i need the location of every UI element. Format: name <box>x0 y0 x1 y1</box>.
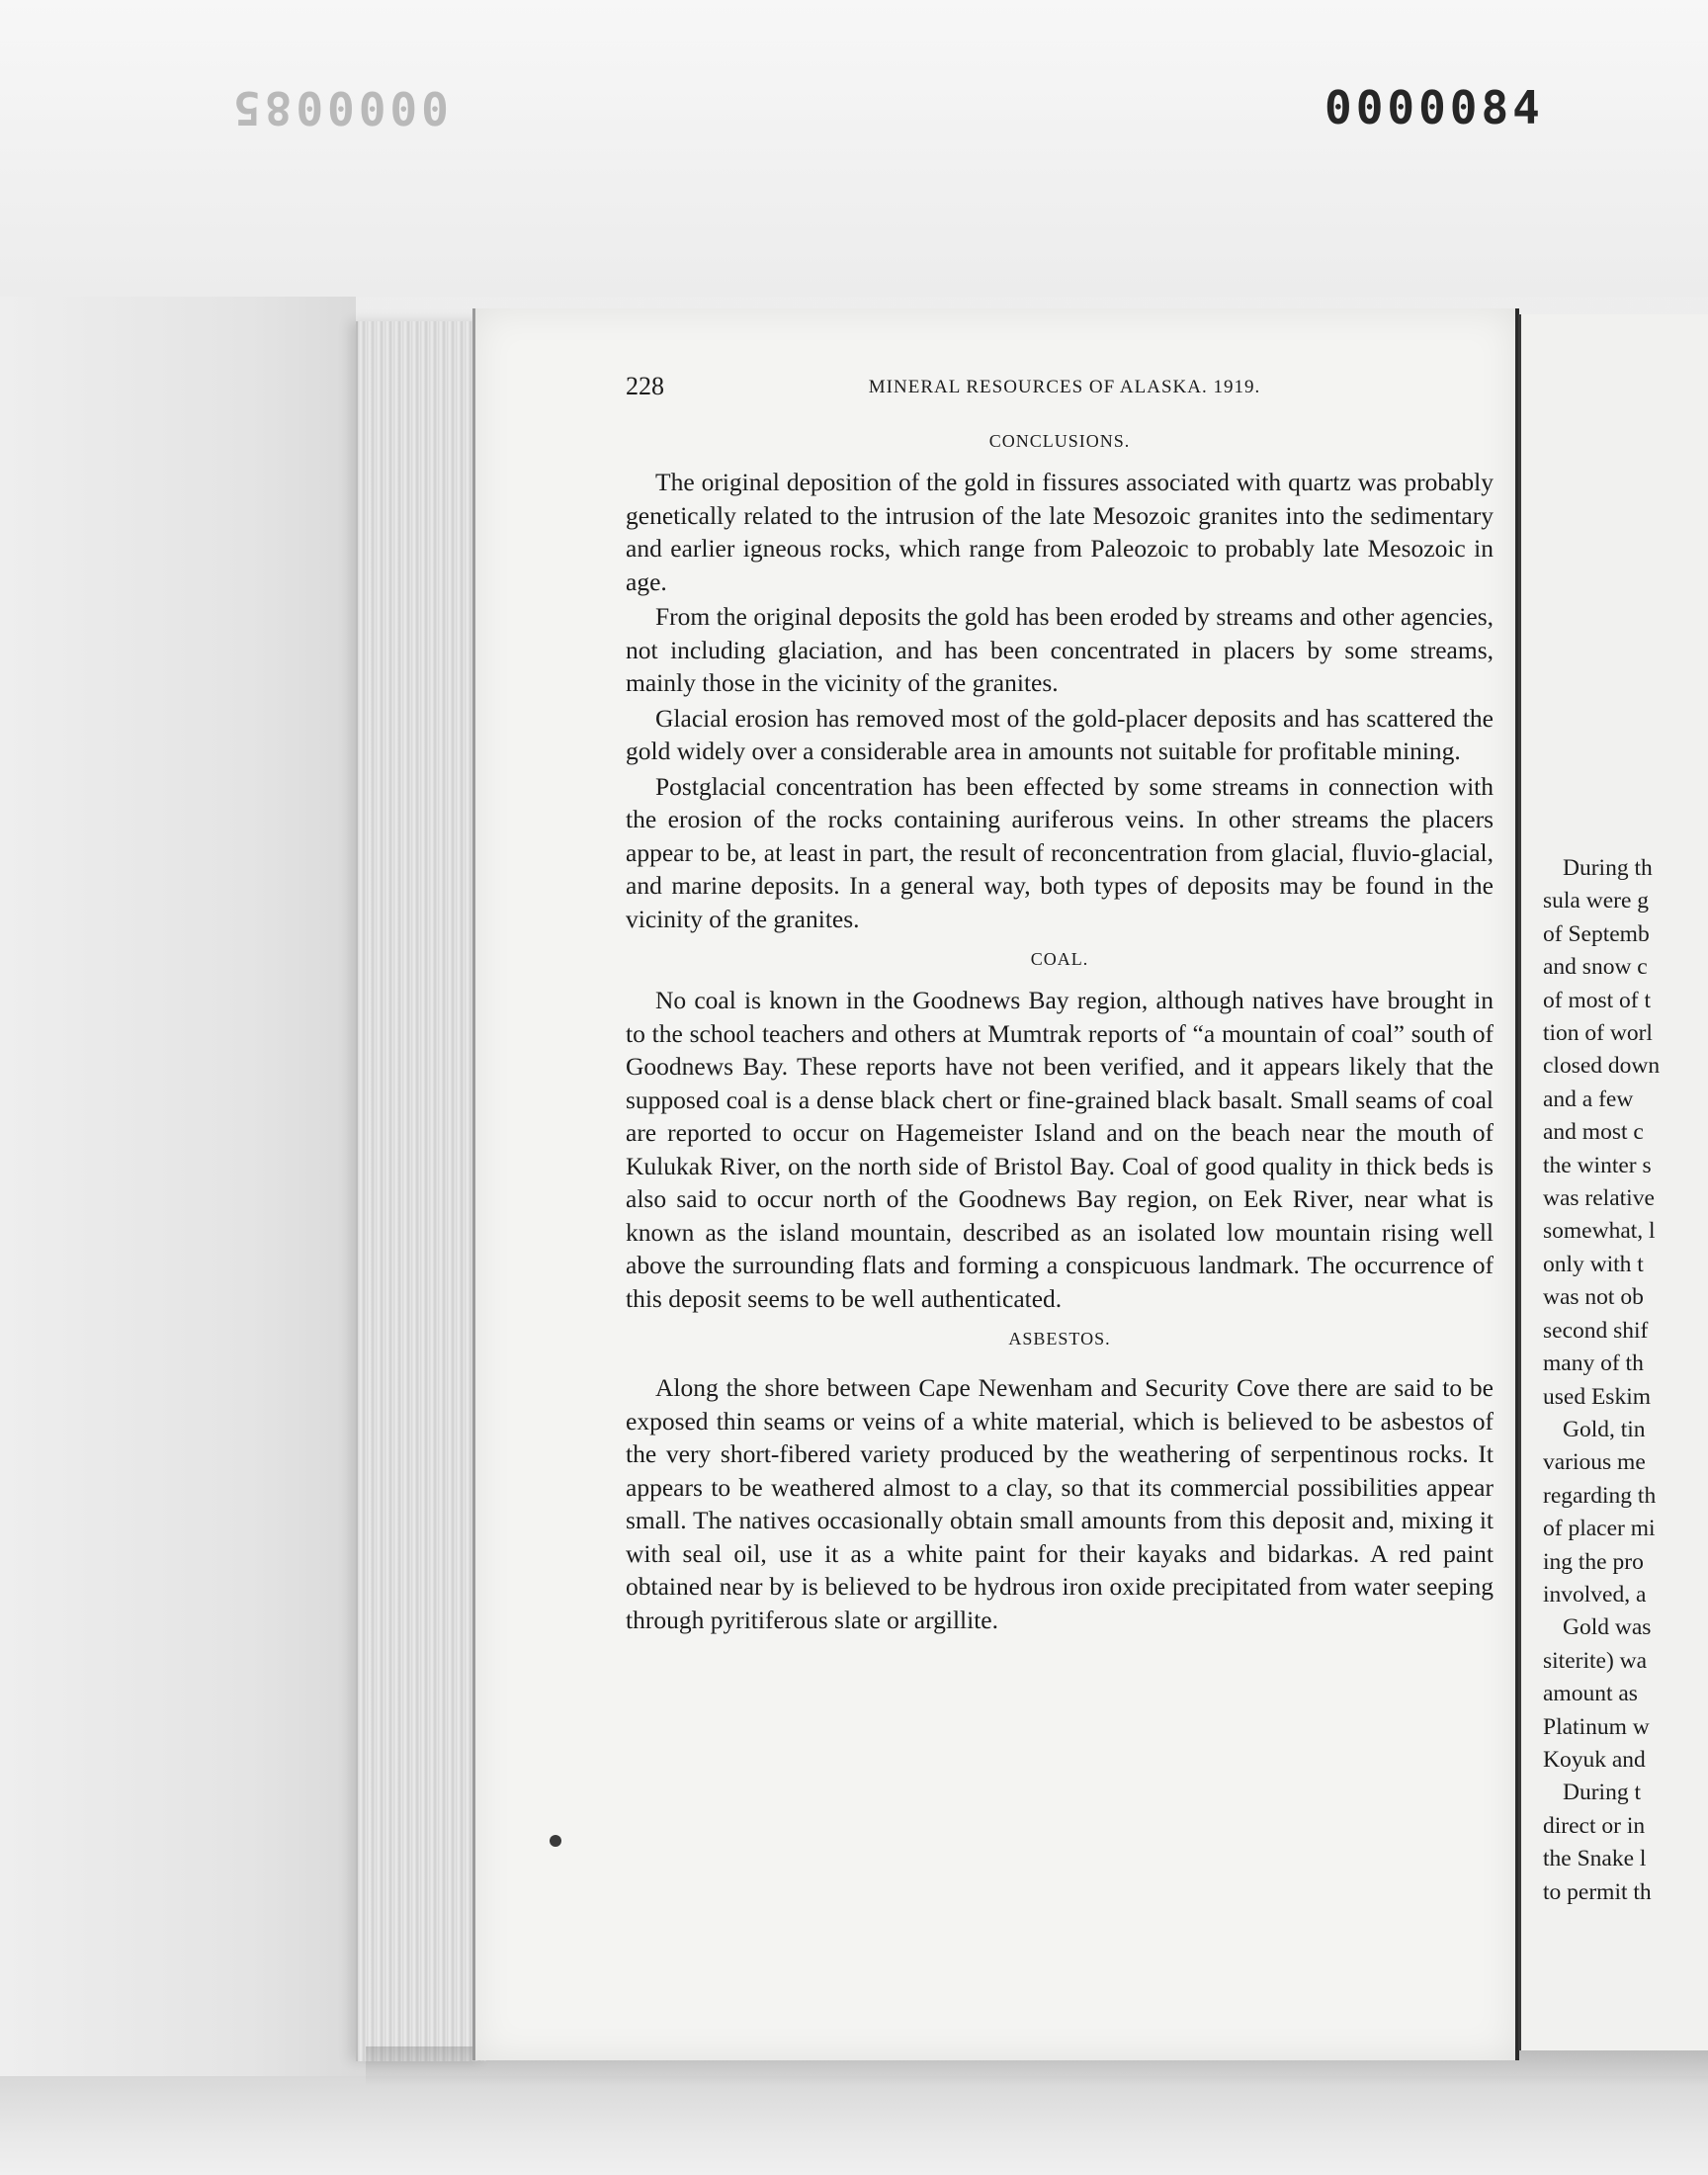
facing-page-line: and most c <box>1543 1119 1644 1146</box>
facing-page-line: and snow c <box>1543 954 1648 981</box>
facing-page-line: the winter s <box>1543 1152 1652 1178</box>
book-page-edges <box>356 321 486 2061</box>
facing-page-line: During th <box>1563 855 1653 881</box>
facing-page-line: regarding th <box>1543 1482 1657 1509</box>
page-stamp: 0000084 <box>1324 81 1544 134</box>
page-content <box>626 372 1494 1638</box>
facing-page-line: tion of worl <box>1543 1020 1653 1047</box>
facing-page-line: involved, a <box>1543 1581 1647 1608</box>
facing-page-line: sula were g <box>1543 888 1650 914</box>
facing-page-line: ing the pro <box>1543 1548 1644 1575</box>
facing-page-line: During t <box>1563 1780 1641 1806</box>
book-page <box>472 308 1519 2060</box>
paragraph: Along the shore between Cape Newenham and Security Cove there are said to be exposed thin seams or veins of a white material, which is believed to be asbestos of the very short-fibered variety produced by the weathering of serpentinous rocks. It appears to be weathered almost to a clay, so that its commercial possibilities appear small. The natives occasionally obtain small amounts from this deposit and, mixing it with seal oil, use it as a white paint for their kayaks and bidarkas. A red paint obtained near by is believed to be hydrous iron oxide precipitated from water seeping through pyritiferous slate or argillite. <box>626 1373 1494 1634</box>
facing-page-line: of Septemb <box>1543 920 1650 947</box>
facing-page-line: used Eskim <box>1543 1383 1652 1410</box>
facing-page-line: amount as <box>1543 1681 1638 1707</box>
facing-page-line: direct or in <box>1543 1812 1646 1839</box>
facing-page-line: Gold, tin <box>1563 1416 1646 1442</box>
scan-background-top <box>0 0 1708 297</box>
section-heading: ASBESTOS. <box>1008 1329 1111 1348</box>
facing-page-line: of most of t <box>1543 987 1652 1013</box>
facing-page-line: closed down <box>1543 1053 1661 1080</box>
paragraph: Glacial erosion has removed most of the gold-placer deposits and has scattered the gold widely over a considerable area in amounts not suitable for profitable mining. <box>626 703 1494 765</box>
page-number: 228 <box>626 372 664 400</box>
facing-page-line: the Snake l <box>1543 1846 1647 1872</box>
facing-page-line: only with t <box>1543 1251 1644 1277</box>
section-asbestos <box>626 1329 1494 1636</box>
facing-page-line: was relative <box>1543 1185 1655 1212</box>
section-coal <box>626 949 1494 1315</box>
mirrored-page-stamp: 0000085 <box>229 81 449 134</box>
facing-page-line: siterite) wa <box>1543 1647 1648 1674</box>
paragraph: From the original deposits the gold has been eroded by streams and other agencies, not including glaciation, and has been concentrated in placers by some streams, mainly those in the vicinity of the granites. <box>626 602 1494 697</box>
scan-background-bottom <box>0 2076 1708 2175</box>
scan-background-left <box>0 297 356 2076</box>
facing-page-line: Platinum w <box>1543 1713 1650 1740</box>
section-heading: CONCLUSIONS. <box>988 431 1131 451</box>
running-head <box>626 372 1494 411</box>
section-heading: COAL. <box>1030 949 1089 969</box>
facing-page-line: many of th <box>1543 1350 1644 1377</box>
facing-page-line: Koyuk and <box>1543 1746 1646 1773</box>
paragraph: No coal is known in the Goodnews Bay region, although natives have brought in to the school teachers and others at Mumtrak reports of “a mountain of coal” south of Goodnews Bay. These reports have not been verified, and it appears likely that the supposed coal is a dense black chert or fine-grained black basalt. Small seams of coal are reported to occur on Hagemeister Island and on the beach near the mouth of Kulukak River, on the north side of Bristol Bay. Coal of good quality in thick beds is also said to occur north of the Goodnews Bay region, on Eek River, near what is known as the island mountain, described as an isolated low mountain rising well above the surrounding flats and forming a conspicuous landmark. The occurrence of this deposit seems to be well authenticated. <box>626 986 1494 1313</box>
facing-page-line: second shif <box>1543 1317 1649 1344</box>
facing-page-line: somewhat, l <box>1543 1218 1656 1245</box>
facing-page-line: of placer mi <box>1543 1516 1656 1542</box>
scan-speck <box>550 1835 561 1847</box>
facing-page-line: to permit th <box>1543 1878 1652 1905</box>
facing-page-line: and a few <box>1543 1086 1634 1112</box>
facing-page-text <box>1543 852 1708 1909</box>
section-conclusions <box>626 431 1494 935</box>
facing-page-line: Gold was <box>1563 1614 1652 1641</box>
facing-page-line: was not ob <box>1543 1284 1644 1311</box>
facing-page-line: various me <box>1543 1449 1646 1476</box>
facing-page <box>1518 314 1708 2050</box>
running-title: MINERAL RESOURCES OF ALASKA. 1919. <box>868 377 1261 397</box>
paragraph: Postglacial concentration has been effected by some streams in connection with the erosion of the rocks containing auriferous veins. In other streams the placers appear to be, at least in part, the result of reconcentration from glacial, fluvio-glacial, and marine deposits. In a general way, both types of deposits may be found in the vicinity of the granites. <box>626 771 1494 933</box>
paragraph: The original deposition of the gold in fissures associated with quartz was probably genetically related to the intrusion of the late Mesozoic granites into the sedimentary and earlier igneous rocks, which range from Paleozoic to probably late Mesozoic in age. <box>626 468 1494 596</box>
